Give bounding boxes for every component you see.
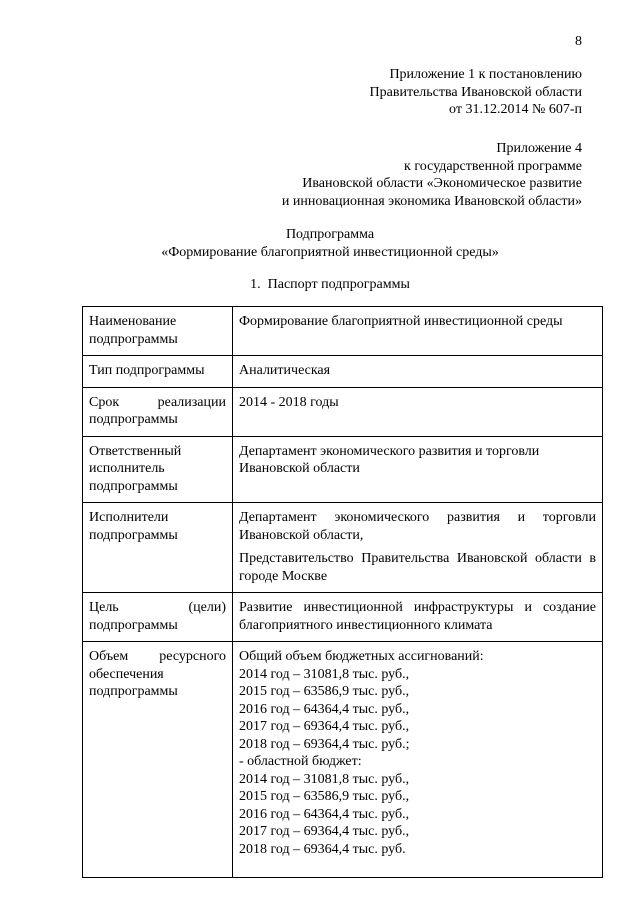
decree-reference xyxy=(370,66,582,119)
row-label-word: подпрограммы xyxy=(89,617,178,633)
funding-line: 2017 год – 69364,4 тыс. руб., xyxy=(239,824,410,839)
funding-line: 2014 год – 31081,8 тыс. руб., xyxy=(239,771,410,787)
row-label: Ответственный исполнитель подпрограммы xyxy=(83,436,233,503)
table-row xyxy=(83,387,603,436)
appendix-line: к государственной программе xyxy=(404,158,582,174)
table-row xyxy=(83,307,603,356)
table-row xyxy=(83,356,603,388)
subprogram-heading: Подпрограмма xyxy=(285,227,375,242)
appendix-line: и инновационная экономика Ивановской области» xyxy=(281,193,582,209)
funding-line: 2015 год – 63586,9 тыс. руб., xyxy=(239,789,410,804)
row-label-word: ресурсного xyxy=(159,649,226,664)
funding-line: 2016 год – 64364,4 тыс. руб., xyxy=(239,806,410,822)
subprogram-name: «Формирование благоприятной инвестиционной среды» xyxy=(161,245,499,260)
row-label xyxy=(83,387,233,436)
appendix-line: Ивановской области «Экономическое развитие xyxy=(302,176,582,191)
row-label xyxy=(83,642,233,878)
row-label xyxy=(83,593,233,642)
table-row xyxy=(83,593,603,642)
passport-title: 1. Паспорт подпрограммы xyxy=(250,277,410,292)
row-label-word: реализации xyxy=(157,394,226,410)
row-value xyxy=(233,503,603,593)
funding-line: 2014 год – 31081,8 тыс. руб., xyxy=(239,666,410,682)
passport-table xyxy=(82,306,603,878)
appendix-line: Приложение 4 xyxy=(496,141,582,156)
row-label: Наименование подпрограммы xyxy=(83,307,233,356)
row-label-word: подпрограммы xyxy=(89,412,178,427)
funding-line: 2016 год – 64364,4 тыс. руб., xyxy=(239,701,410,717)
table-row xyxy=(83,436,603,503)
row-label: Тип подпрограммы xyxy=(83,356,233,388)
funding-line: 2015 год – 63586,9 тыс. руб., xyxy=(239,684,410,699)
decree-line: от 31.12.2014 № 607-п xyxy=(449,102,582,117)
row-value: Формирование благоприятной инвестиционной среды xyxy=(233,307,603,356)
funding-line: - областной бюджет: xyxy=(239,754,362,769)
appendix-reference xyxy=(282,140,582,210)
table-row xyxy=(83,642,603,878)
row-value: Аналитическая xyxy=(233,356,603,388)
row-value: Развитие инвестиционной инфраструктуры и создание благоприятного инвестиционного климата xyxy=(233,593,603,642)
row-label-word: (цели) xyxy=(188,600,226,615)
page-number: 8 xyxy=(575,34,582,49)
table-row xyxy=(83,503,603,593)
row-label-word: Цель xyxy=(89,600,119,615)
row-label-word: обеспечения подпрограммы xyxy=(89,666,178,699)
row-label: Исполнители подпрограммы xyxy=(83,503,233,593)
decree-line: Приложение 1 к постановлению xyxy=(389,67,582,82)
funding-line: Общий объем бюджетных ассигнований: xyxy=(239,649,484,664)
funding-line: 2017 год – 69364,4 тыс. руб., xyxy=(239,719,410,734)
funding-line: 2018 год – 69364,4 тыс. руб.; xyxy=(239,736,410,752)
row-value-paragraph: Департамент экономического развития и торговли Ивановской области, xyxy=(239,510,596,543)
decree-line: Правительства Ивановской области xyxy=(369,84,582,100)
row-label-word: Срок xyxy=(89,394,120,410)
subprogram-title xyxy=(90,226,570,262)
row-value: 2014 - 2018 годы xyxy=(233,387,603,436)
row-value-paragraph: Представительство Правительства Ивановской области в городе Москве xyxy=(239,551,596,584)
row-value xyxy=(233,642,603,878)
row-label-word: Объем xyxy=(89,649,129,664)
row-value: Департамент экономического развития и торговли Ивановской области xyxy=(233,436,603,503)
funding-line: 2018 год – 69364,4 тыс. руб. xyxy=(239,841,406,857)
